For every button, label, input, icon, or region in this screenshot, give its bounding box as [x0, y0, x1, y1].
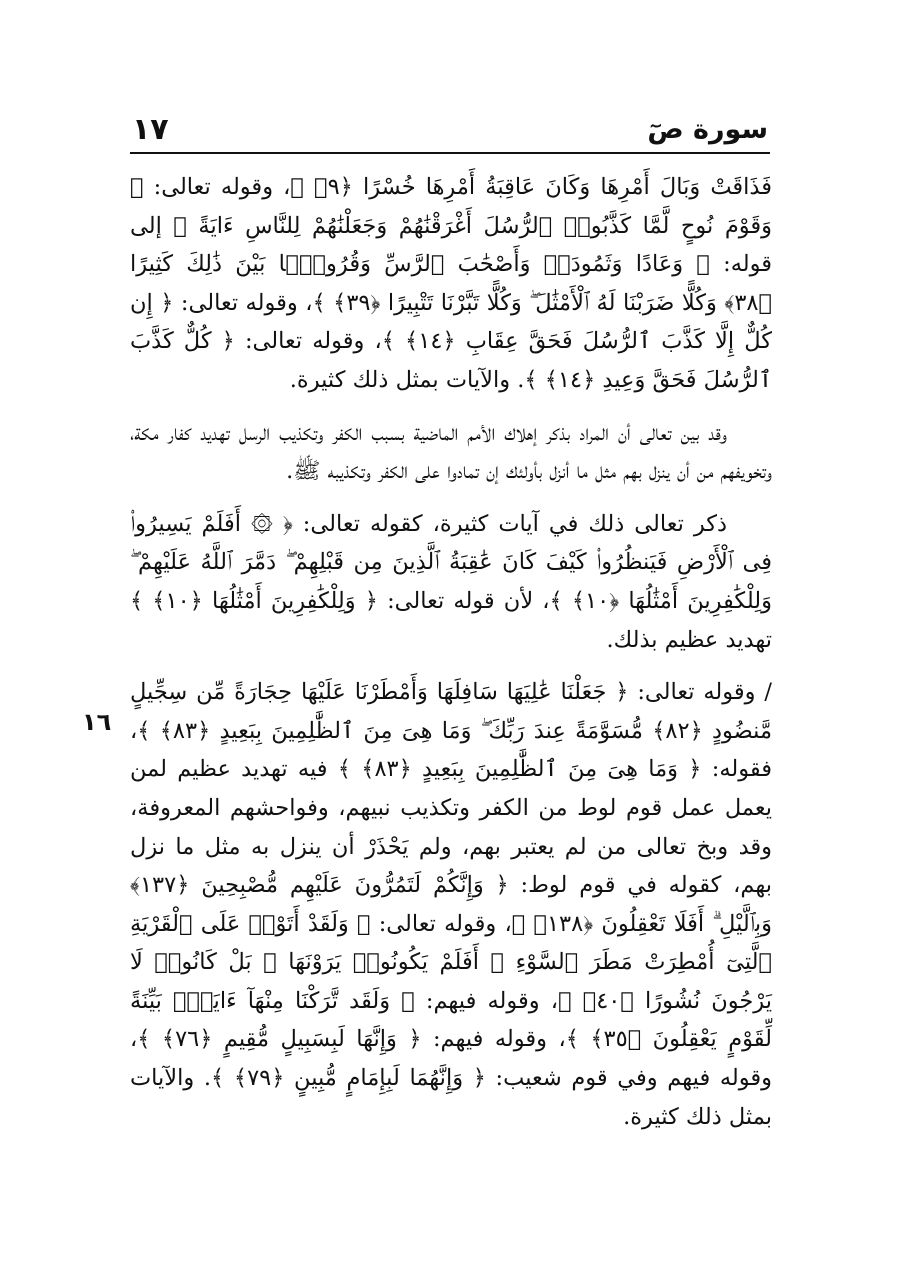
paragraph-1: فَذَاقَتْ وَبَالَ أَمْرِهَا وَكَانَ عَاقِبَةُ أَمْرِهَا خُسْرًا ﴿٩﴾ ﴾، وقوله تعالى: ﴿ وَقَوْمَ نُوحٍ لَّمَّا كَذَّبُوا۟ ٱلرُّسُلَ أَغْرَقْنَٰهُمْ وَجَعَلْنَٰهُمْ لِلنَّاسِ ءَايَةً ﴾ إلى قوله: ﴿ وَعَادًا وَثَمُودَا۟ وَأَصْحَٰبَ ٱلرَّسِّ وَقُرُونًۢا بَيْنَ ذَٰلِكَ كَثِيرًا ﴿٣٨﴾ وَكُلًّا ضَرَبْنَا لَهُ ٱلْأَمْثَٰلَ ۖ وَكُلًّا تَبَّرْنَا تَتْبِيرًا ﴿٣٩﴾ ﴾، وقوله تعالى: ﴿ إِن كُلٌّ إِلَّا كَذَّبَ ٱلرُّسُلَ فَحَقَّ عِقَابِ ﴿١٤﴾ ﴾، وقوله تعالى: ﴿ كُلٌّ كَذَّبَ ٱلرُّسُلَ فَحَقَّ وَعِيدِ ﴿١٤﴾ ﴾. والآيات بمثل ذلك كثيرة. [130, 174, 773, 393]
surah-title: سورة صٓ [647, 114, 768, 145]
page-body [130, 168, 772, 1136]
page-header [130, 112, 770, 154]
margin-page-marker: ١٦ [82, 708, 112, 736]
paragraph-2: وقد بين تعالى أن المراد بذكر إهلاك الأمم الماضية بسبب الكفر وتكذيب الرسل تهديد كفار مكة، وتخويفهم من أن ينزل بهم مثل ما أنزل بأولئك إن تمادوا على الكفر وتكذيبه ﷺ. [130, 419, 772, 485]
paragraph-4: / وقوله تعالى: ﴿ جَعَلْنَا عَٰلِيَهَا سَافِلَهَا وَأَمْطَرْنَا عَلَيْهَا حِجَارَةً مِّن سِجِّيلٍ مَّنضُودٍ ﴿٨٢﴾ مُّسَوَّمَةً عِندَ رَبِّكَ ۖ وَمَا هِىَ مِنَ ٱلظَّٰلِمِينَ بِبَعِيدٍ ﴿٨٣﴾ ﴾، فقوله: ﴿ وَمَا هِىَ مِنَ ٱلظَّٰلِمِينَ بِبَعِيدٍ ﴿٨٣﴾ ﴾ فيه تهديد عظيم لمن يعمل عمل قوم لوط من الكفر وتكذيب نبيهم، وفواحشهم المعروفة، وقد وبخ تعالى من لم يعتبر بهم، ولم يَحْذَرْ أن ينزل به مثل ما نزل بهم، كقوله في قوم لوط: ﴿ وَإِنَّكُمْ لَتَمُرُّونَ عَلَيْهِم مُّصْبِحِينَ ﴿١٣٧﴾ وَبِٱلَّيْلِ ۗ أَفَلَا تَعْقِلُونَ ﴿١٣٨﴾ ﴾، وقوله تعالى: ﴿ وَلَقَدْ أَتَوْا۟ عَلَى ٱلْقَرْيَةِ ٱلَّتِىٓ أُمْطِرَتْ مَطَرَ ٱلسَّوْءِ ۚ أَفَلَمْ يَكُونُوا۟ يَرَوْنَهَا ۚ بَلْ كَانُوا۟ لَا يَرْجُونَ نُشُورًا ﴿٤٠﴾ ﴾، وقوله فيهم: ﴿ وَلَقَد تَّرَكْنَا مِنْهَآ ءَايَةًۢ بَيِّنَةً لِّقَوْمٍ يَعْقِلُونَ ﴿٣٥﴾ ﴾، وقوله فيهم: ﴿ وَإِنَّهَا لَبِسَبِيلٍ مُّقِيمٍ ﴿٧٦﴾ ﴾، وقوله فيهم وفي قوم شعيب: ﴿ وَإِنَّهُمَا لَبِإِمَامٍ مُّبِينٍ ﴿٧٩﴾ ﴾. والآيات بمثل ذلك كثيرة. [130, 679, 773, 1130]
page-number: ١٧ [132, 112, 169, 147]
paragraph-3: ذكر تعالى ذلك في آيات كثيرة، كقوله تعالى: ﴿ ۞ أَفَلَمْ يَسِيرُوا۟ فِى ٱلْأَرْضِ فَيَنظُرُوا۟ كَيْفَ كَانَ عَٰقِبَةُ ٱلَّذِينَ مِن قَبْلِهِمْ ۖ دَمَّرَ ٱللَّهُ عَلَيْهِمْ ۖ وَلِلْكَٰفِرِينَ أَمْثَٰلُهَا ﴿١٠﴾ ﴾، لأن قوله تعالى: ﴿ وَلِلْكَٰفِرِينَ أَمْثَٰلُهَا ﴿١٠﴾ ﴾ تهديد عظيم بذلك. [130, 510, 772, 653]
